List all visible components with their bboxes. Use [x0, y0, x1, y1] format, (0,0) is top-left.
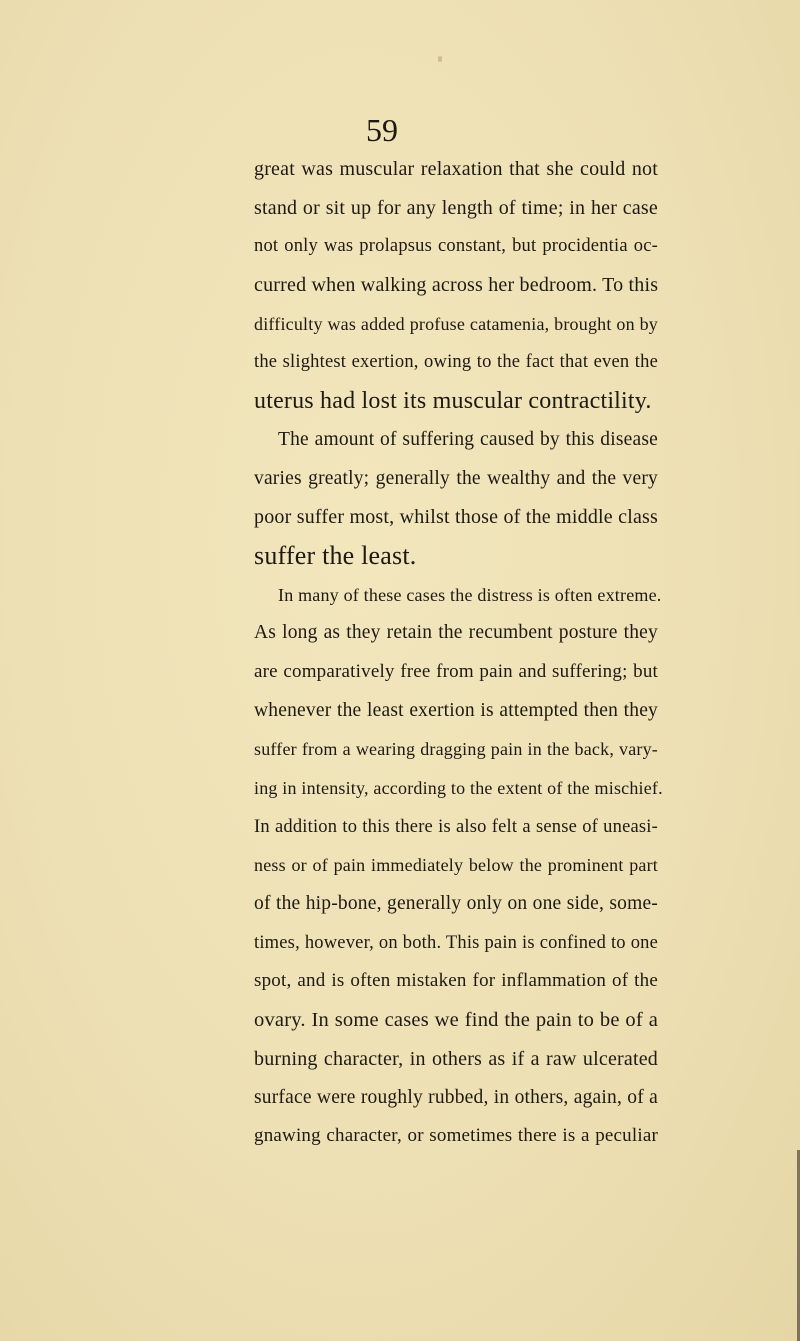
text-line: stand or sit up for any length of time; in her case [254, 196, 658, 219]
text-line: In many of these cases the distress is often extreme. [278, 584, 662, 605]
text-line: ness or of pain immediately below the prominent part [254, 855, 658, 876]
text-line: poor suffer most, whilst those of the middle class [254, 506, 658, 529]
text-line: The amount of suffering caused by this disease [278, 428, 658, 450]
text-line: not only was prolapsus constant, but procidentia oc- [254, 236, 658, 257]
text-line: ing in intensity, according to the extent of the mischief. [254, 778, 663, 798]
text-line: As long as they retain the recumbent posture they [254, 622, 658, 644]
text-line: times, however, on both. This pain is confined to one [254, 932, 658, 953]
text-line: spot, and is often mistaken for inflammation of the [254, 970, 658, 992]
text-line: of the hip-bone, generally only on one side, some- [254, 893, 658, 915]
text-line: burning character, in others as if a raw ulcerated [254, 1047, 658, 1070]
text-line: curred when walking across her bedroom. To this [254, 274, 659, 297]
text-line: great was muscular relaxation that she could not [254, 158, 658, 180]
text-line: whenever the least exertion is attempted then they [254, 699, 658, 721]
text-line: ovary. In some cases we find the pain to be of a [254, 1009, 658, 1032]
text-line: difficulty was added profuse catamenia, brought on by [254, 313, 658, 334]
body-text [254, 150, 663, 1156]
text-line: suffer the least. [254, 540, 417, 570]
paper-speck [438, 56, 442, 62]
text-line: In addition to this there is also felt a sense of uneasi- [254, 816, 658, 837]
text-line: surface were roughly rubbed, in others, again, of a [254, 1086, 658, 1108]
text-line: uterus had lost its muscular contractility. [254, 388, 652, 415]
text-line: gnawing character, or sometimes there is a peculiar [254, 1125, 658, 1147]
text-line: varies greatly; generally the wealthy and the very [254, 467, 658, 489]
text-line: suffer from a wearing dragging pain in the back, vary- [254, 739, 658, 760]
page-number: 59 [366, 112, 398, 148]
text-line: the slightest exertion, owing to the fact that even the [254, 352, 658, 373]
text-line: are comparatively free from pain and suffering; but [254, 660, 658, 682]
